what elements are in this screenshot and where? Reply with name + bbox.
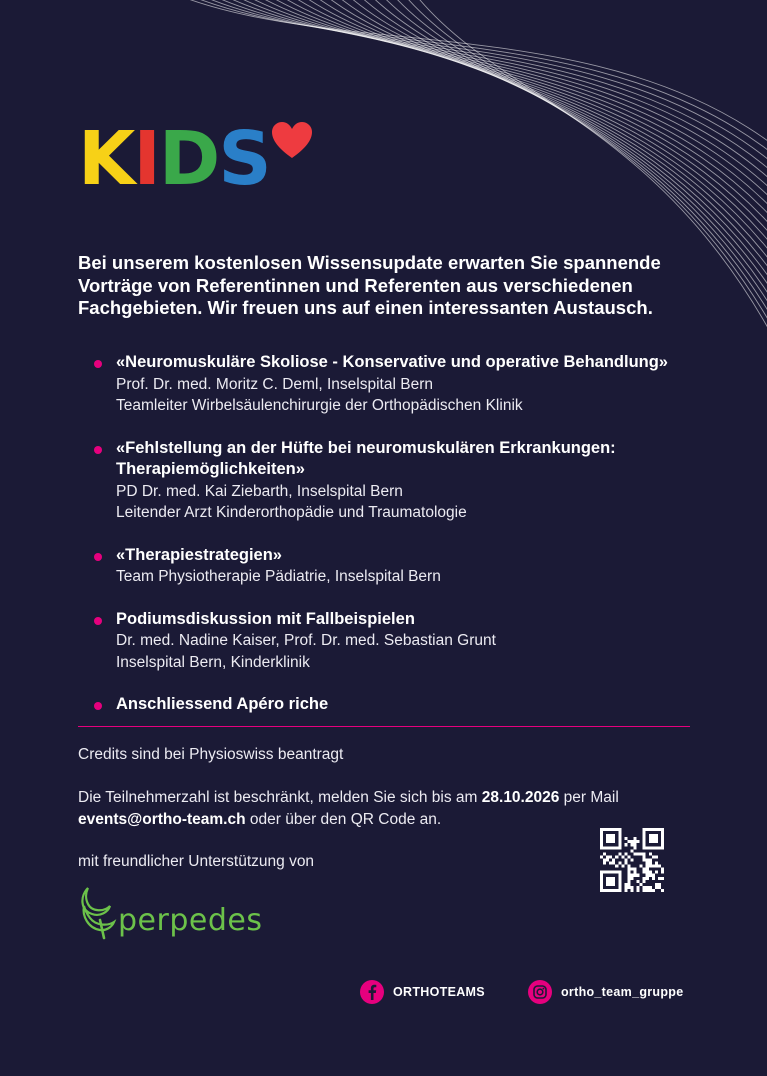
kids-logo (78, 116, 312, 202)
program-speaker: Prof. Dr. med. Moritz C. Deml, Inselspital Bern (116, 375, 433, 393)
facebook-link[interactable] (360, 980, 485, 1004)
bullet-icon (94, 617, 102, 625)
program-title: «Therapiestrategien» (116, 545, 282, 564)
support-text: mit freundlicher Unterstützung von (78, 853, 315, 870)
registration-text-part2: per Mail (559, 789, 619, 806)
registration-text-part1: Die Teilnehmerzahl ist beschränkt, melden Sie sich bis am (78, 789, 482, 806)
program-title: Anschliessend Apéro riche (116, 695, 329, 713)
program-speaker: Team Physiotherapie Pädiatrie, Inselspital Bern (116, 568, 441, 585)
instagram-icon (528, 980, 552, 1004)
logo-letter-k: K (78, 116, 134, 202)
program-title-continued: Therapiemöglichkeiten» (116, 460, 305, 478)
program-item (78, 694, 718, 716)
program-speaker: PD Dr. med. Kai Ziebarth, Inselspital Bern (116, 482, 403, 500)
bullet-icon (94, 702, 102, 710)
facebook-icon (360, 980, 384, 1004)
program-title: «Fehlstellung an der Hüfte bei neuromuskulären Erkrankungen: (116, 438, 616, 457)
program-item (78, 545, 718, 588)
program-speaker: Dr. med. Nadine Kaiser, Prof. Dr. med. Sebastian Grunt (116, 632, 496, 649)
program-title: Podiumsdiskussion mit Fallbeispielen (116, 609, 415, 628)
logo-letter-d: D (158, 116, 219, 202)
program-list (78, 352, 718, 716)
program-item (78, 609, 718, 674)
facebook-handle: ORTHOTEAMS (393, 985, 485, 999)
registration-deadline: 28.10.2026 (481, 789, 560, 806)
instagram-link[interactable] (528, 980, 683, 1004)
program-role: Leitender Arzt Kinderorthopädie und Traumatologie (116, 504, 467, 521)
program-item (78, 352, 718, 417)
bullet-icon (94, 446, 102, 454)
bullet-icon (94, 553, 102, 561)
program-item (78, 438, 718, 524)
credits-text: Credits sind bei Physioswiss beantragt (78, 746, 344, 763)
sponsor-name: perpedes (118, 903, 263, 938)
qr-code[interactable] (600, 828, 664, 892)
perpedes-mark-icon (78, 884, 120, 940)
bullet-icon (94, 360, 102, 368)
program-role: Teamleiter Wirbelsäulenchirurgie der Orthopädischen Klinik (116, 397, 523, 414)
divider (78, 726, 690, 727)
contact-email-link[interactable]: events@ortho-team.ch (78, 810, 246, 828)
program-role: Inselspital Bern, Kinderklinik (116, 653, 310, 671)
perpedes-logo (78, 880, 262, 940)
intro-text: Bei unserem kostenlosen Wissensupdate erwarten Sie spannende Vorträge von Referentinnen und Referenten aus verschiedenen Fachgebieten. Wir freuen uns auf einen interessanten Austausch. (78, 252, 661, 318)
heart-icon (272, 122, 312, 160)
program-title: «Neuromuskuläre Skoliose - Konservative und operative Behandlung» (116, 353, 668, 371)
logo-letter-i: I (133, 116, 159, 202)
logo-letter-s: S (218, 116, 270, 202)
instagram-handle: ortho_team_gruppe (561, 985, 684, 999)
registration-text-part3: oder über den QR Code an. (245, 810, 442, 828)
registration-text (78, 787, 698, 830)
